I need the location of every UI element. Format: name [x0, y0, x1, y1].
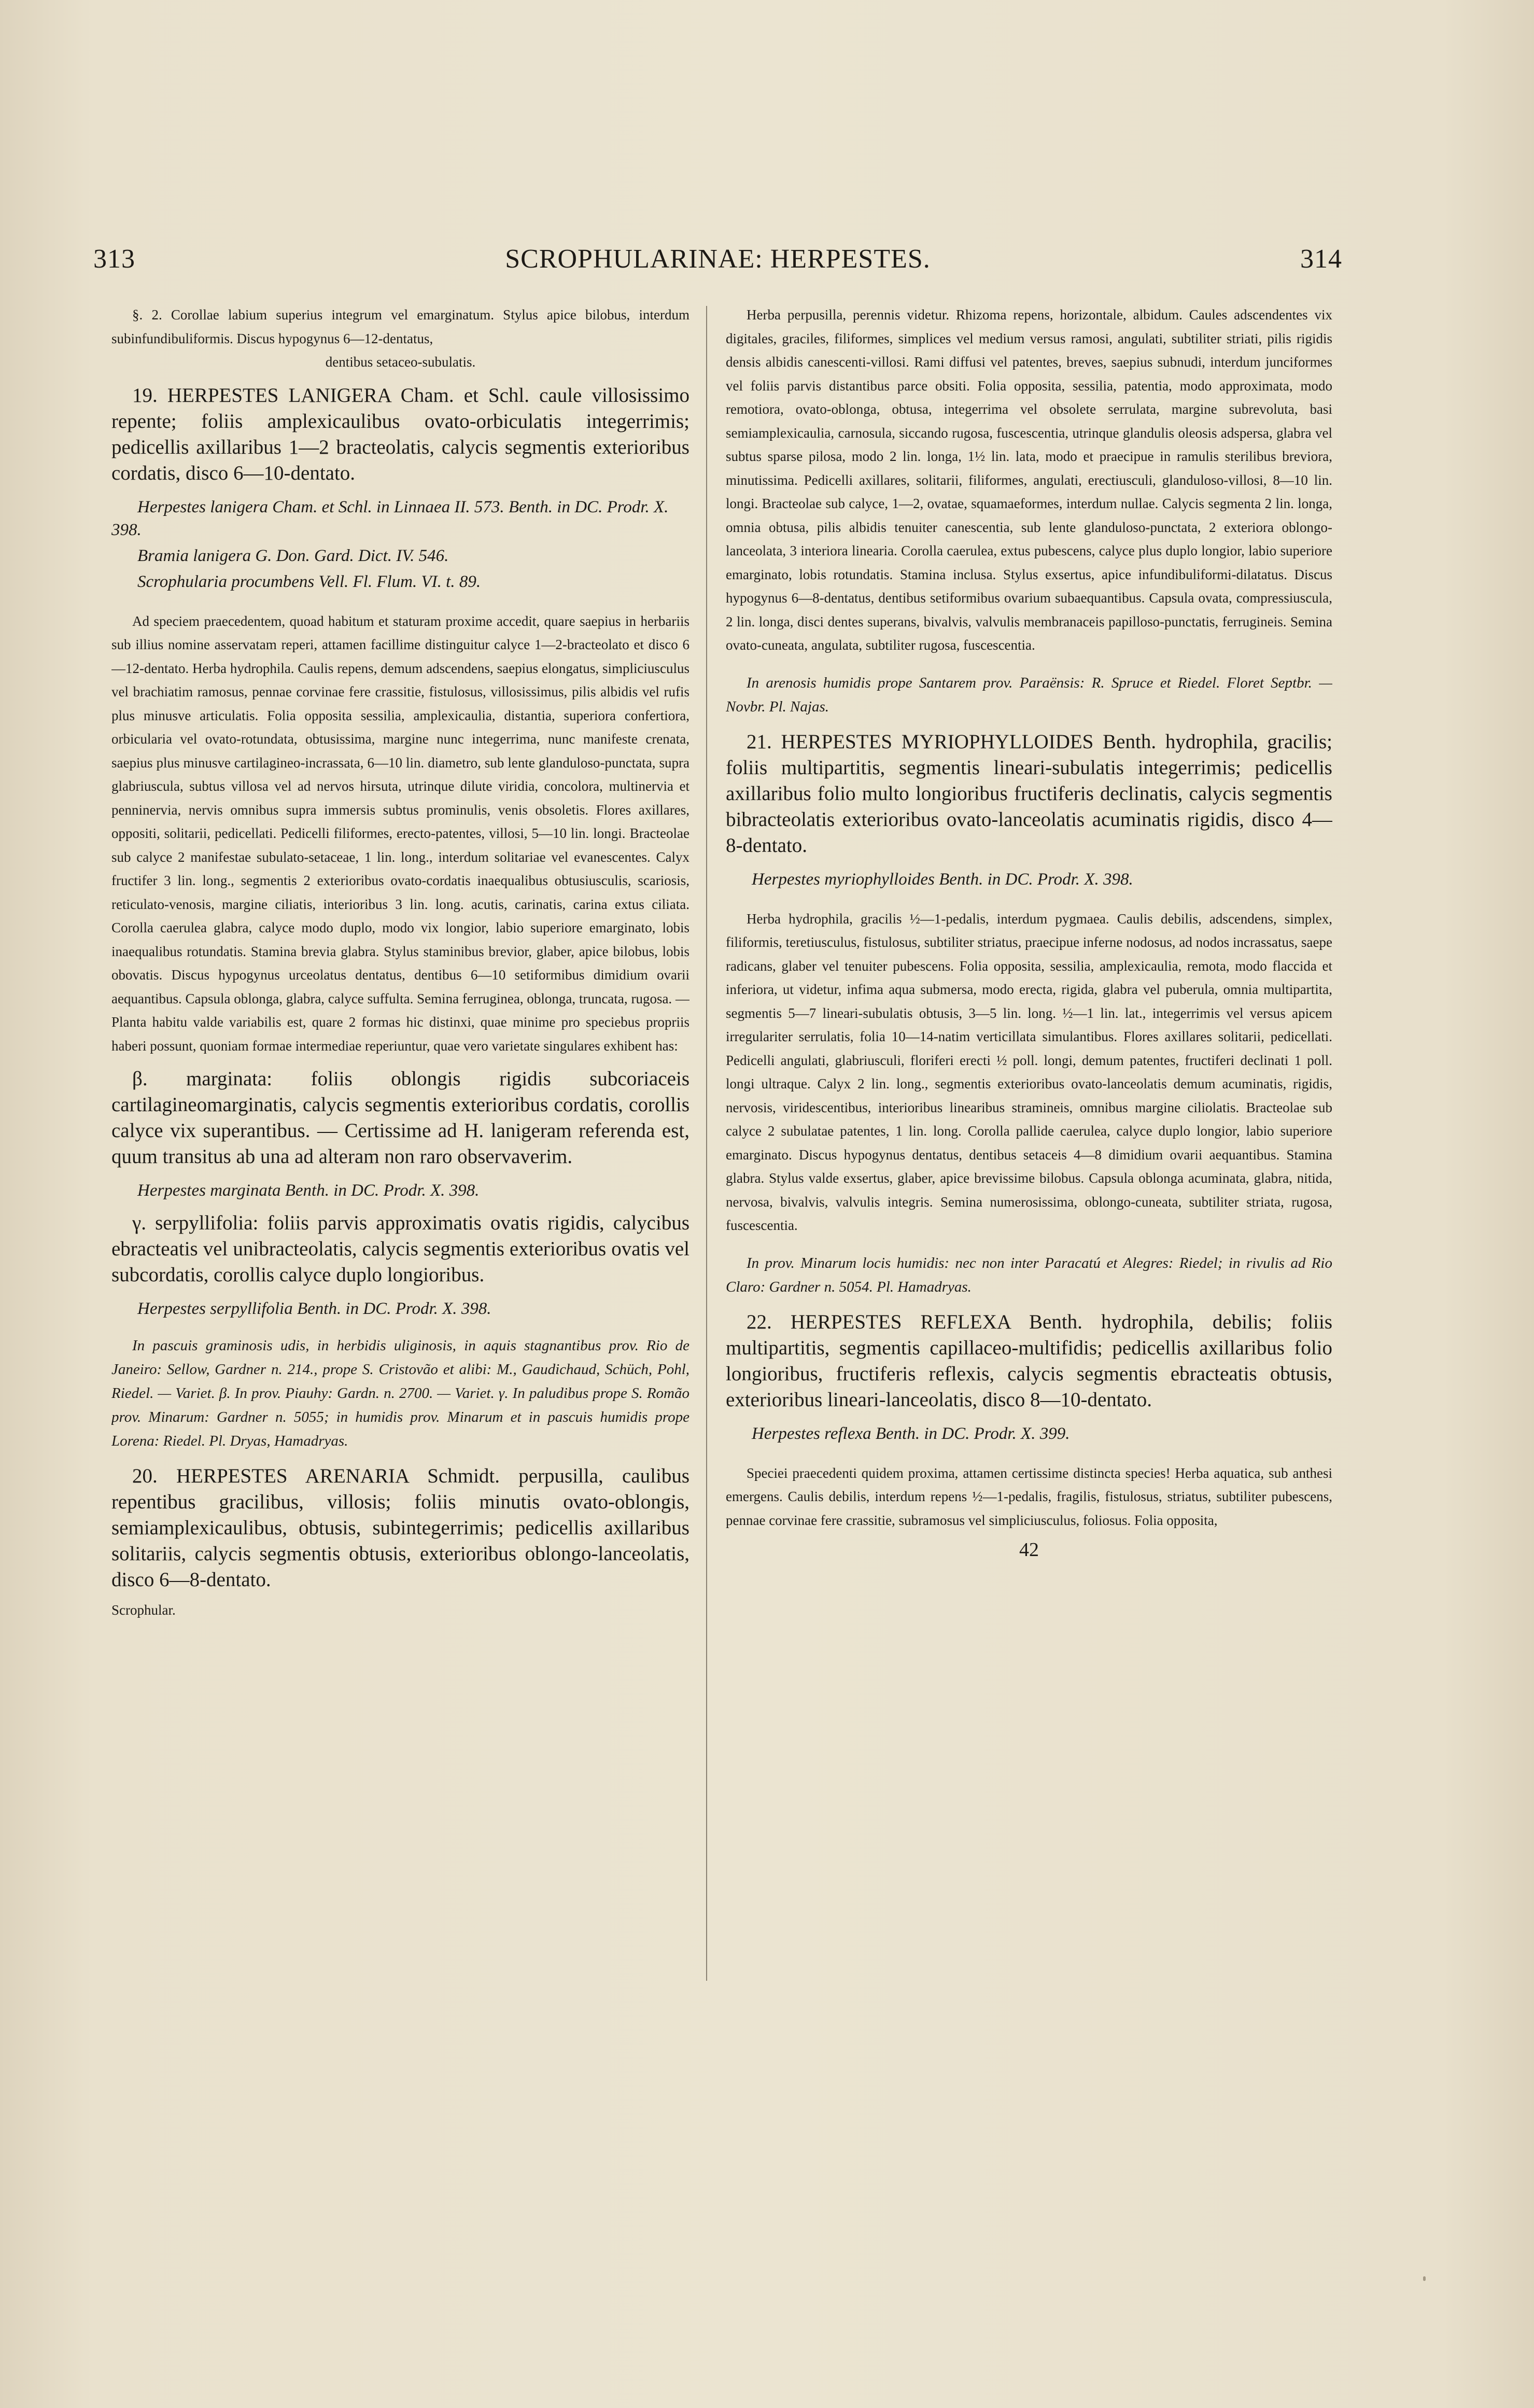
- species-20-description: Herba perpusilla, perennis videtur. Rhizoma repens, horizontale, albidum. Caules adscendentes vix digitales, graciles, filiformes, simplices vel medium versus ramosi, angulati, subtiliter striati, pilis rigidis densis albidis canescenti-villosi. Rami diffusi vel patentes, breves, saepius subnudi, interdum junciformes vel foliis parvis distantibus parce obsiti. Folia opposita, sessilia, patentia, modo approximata, modo remotiora, ovato-oblonga, obtusa, integerrima vel obsolete serrulata, margine subrevoluta, basi semiamplexicaulia, carnosula, siccando rugosa, fuscescentia, utrinque glandulis oleosis adspersa, glabra vel subtus sparse pilosa, modo 2 lin. longa, 1½ lin. lata, modo et praecipue in ramulis sterilibus breviora, minutissima. Pedicelli axillares, solitarii, filiformes, angulati, erectiusculi, glanduloso-villosi, 8—10 lin. longi. Bracteolae sub calyce, 1—2, ovatae, squamaeformes, interdum nullae. Calycis segmenta 2 lin. longa, omnia obtusa, pilis albidis tenuiter canescentia, sub lente glanduloso-punctata, 2 exteriora oblongo-lanceolata, 3 interiora linearia. Corolla caerulea, extus pubescens, calyce plus duplo longior, labio superiore emarginato, lobis rotundatis. Stamina inclusa. Stylus exsertus, apice infundibuliformi-dilatatus. Discus hypogynus 6—8-dentatus, dentibus setiformibus ovarium subaequantibus. Capsula ovata, compressiuscula, 2 lin. longa, disci dentes superans, bivalvis, valvulis membranaceis papilloso-punctatis, ferrugineis. Semina ovato-cuneata, angulata, subtiliter rugosa, fuscescentia.: [726, 307, 1332, 653]
- page-number-right: 314: [1300, 244, 1342, 274]
- species-19-synonym-bramia: Bramia lanigera G. Don. Gard. Dict. IV. 546.: [137, 546, 449, 565]
- species-21-diagnosis: 21. HERPESTES MYRIOPHYLLOIDES Benth. hydrophila, gracilis; foliis multipartitis, segmentis lineari-subulatis integerrimis; pedicellis axillaribus folio multo longioribus fructiferis declinatis, calycis segmentis bibracteolatis exterioribus ovato-lanceolatis acuminatis rigidis, disco 4—8-dentato.: [726, 730, 1332, 857]
- column-divider: [706, 306, 707, 1981]
- species-22-diagnosis: 22. HERPESTES REFLEXA Benth. hydrophila, debilis; foliis multipartitis, segmentis capillaceo-multifidis; pedicellis axillaribus folio longioribus, fructiferis reflexis, calycis segmentis ebracteatis obtusis, exterioribus lineari-lanceolatis, disco 8—10-dentato.: [726, 1310, 1332, 1411]
- species-21-reference: Herpestes myriophylloides Benth. in DC. Prodr. X. 398.: [752, 870, 1133, 889]
- species-19-diagnosis: 19. HERPESTES LANIGERA Cham. et Schl. caule villosissimo repente; foliis amplexicaulibus ovato-orbiculatis integerrimis; pedicellis axillaribus 1—2 bracteolatis, calycis segmentis exterioribus cordatis, disco 6—10-dentato.: [111, 384, 689, 484]
- species-19-localities: In pascuis graminosis udis, in herbidis uliginosis, in aquis stagnantibus prov. Rio de Janeiro: Sellow, Gardner n. 214., prope S. Cristovão et alibi: M., Gaudichaud, Schüch, Pohl, Riedel. — Variet. β. In prov. Piauhy: Gardn. n. 2700. — Variet. γ. In paludibus prope S. Romão prov. Minarum: Gardner n. 5055; in humidis prov. Minarum et in pascuis humidis prope Lorena: Riedel. Pl. Dryas, Hamadryas.: [111, 1337, 689, 1449]
- right-column: [726, 303, 1332, 2004]
- left-column: [111, 303, 689, 2004]
- species-20-localities: In arenosis humidis prope Santarem prov. Paraënsis: R. Spruce et Riedel. Floret Septbr. — Novbr. Pl. Najas.: [726, 674, 1332, 715]
- variety-beta-reference: Herpestes marginata Benth. in DC. Prodr. X. 398.: [137, 1181, 480, 1200]
- page-number-left: 313: [93, 244, 135, 274]
- variety-gamma-reference: Herpestes serpyllifolia Benth. in DC. Prodr. X. 398.: [137, 1299, 491, 1318]
- section-heading-text-end: dentibus setaceo-subulatis.: [325, 354, 476, 370]
- species-19-synonym-scrophularia: Scrophularia procumbens Vell. Fl. Flum. VI. t. 89.: [137, 572, 481, 591]
- species-19-reference: Herpestes lanigera Cham. et Schl. in Linnaea II. 573. Benth. in DC. Prodr. X. 398.: [111, 497, 669, 539]
- variety-beta-diagnosis: β. marginata: foliis oblongis rigidis subcoriaceis cartilagineomarginatis, calycis segmentis exterioribus cordatis, corollis calyce vix superantibus. — Certissime ad H. lanigeram referenda est, quum transitus ab una ad alteram non raro observaverim.: [111, 1068, 689, 1168]
- species-21-description: Herba hydrophila, gracilis ½—1-pedalis, interdum pygmaea. Caulis debilis, adscendens, simplex, filiformis, teretiusculus, fistulosus, subtiliter striatus, praecipue inferne nodosus, ad nodos incrassatus, saepe radicans, glaber vel tenuiter pubescens. Folia opposita, sessilia, amplexicaulia, remota, modo flaccida et inferiora, ut videtur, infima aqua submersa, modo erecta, rigida, glabra vel puberula, omnia multipartita, segmentis 5—7 lineari-subulatis obtusis, 3—5 lin. long. ½—1 lin. lat., integerrimis vel versus apicem irregulariter serrulatis, folia 10—14-natim verticillata simulantibus. Flores axillares solitarii, pedicellati. Pedicelli angulati, glabriusculi, floriferi erecti ½ poll. longi, demum patentes, fructiferi declinati 1 poll. longi ultraque. Calyx 2 lin. long., segmentis exterioribus ovato-lanceolatis demum acuminatis, rigidis, nervosis, viridescentibus, interioribus linearibus stramineis, omnibus margine ciliolatis. Bracteolae sub calyce 2 subulatae patentes, 1 lin. long. Corolla pallide caerulea, calyce duplo longior, labio superiore emarginato. Discus hypogynus dentatus, dentibus setaceis 4—8 dimidium ovarii aequantibus. Stamina glabra. Stylus valde exsertus, glaber, apice brevissime bilobus. Capsula oblonga acuminata, glabra, nitida, nervosa, bivalvis, valvulis integris. Semina numerosissima, oblongo-cuneata, subtiliter striata, rugosa, fuscescentia.: [726, 911, 1332, 1233]
- species-22-reference: Herpestes reflexa Benth. in DC. Prodr. X. 399.: [752, 1424, 1070, 1443]
- section-heading-text: §. 2. Corollae labium superius integrum vel emarginatum. Stylus apice bilobus, interdum subinfundibuliformis. Discus hypogynus 6—12-dentatus,: [111, 307, 689, 346]
- variety-gamma-diagnosis: γ. serpyllifolia: foliis parvis approximatis ovatis rigidis, calycibus ebracteatis vel unibracteolatis, calycis segmentis exterioribus ovatis vel subcordatis, corollis calyce duplo longioribus.: [111, 1212, 689, 1286]
- gathering-number: 42: [1019, 1539, 1039, 1561]
- species-22-description: Speciei praecedenti quidem proxima, attamen certissime distincta species! Herba aquatica, sub anthesi emergens. Caulis debilis, interdum repens ½—1-pedalis, fragilis, fistulosus, striatus, subtiliter pubescens, pennae corvinae fere crassitie, subramosus vel simpliciusculus, foliosus. Folia opposita,: [726, 1465, 1332, 1528]
- species-20-diagnosis: 20. HERPESTES ARENARIA Schmidt. perpusilla, caulibus repentibus gracilibus, villosis; foliis minutis ovato-oblongis, semiamplexicaulibus, obtusis, subintegerrimis; pedicellis axillaribus solitariis, calycis segmentis obtusis, exterioribus oblongo-lanceolatis, disco 6—8-dentato.: [111, 1465, 689, 1591]
- signature-mark: Scrophular.: [111, 1602, 176, 1618]
- running-title: SCROPHULARINAE: HERPESTES.: [505, 244, 931, 274]
- species-21-localities: In prov. Minarum locis humidis: nec non inter Paracatú et Alegres: Riedel; in rivulis ad Rio Claro: Gardner n. 5054. Pl. Hamadryas.: [726, 1254, 1332, 1295]
- running-header: [93, 244, 1342, 285]
- species-19-description: Ad speciem praecedentem, quoad habitum et staturam proxime accedit, quare saepius in herbariis sub illius nomine asservatam reperi, attamen facillime distinguitur calyce 1—2-bracteolato et disco 6—12-dentato. Herba hydrophila. Caulis repens, demum adscendens, saepius elongatus, simpliciusculus vel brachiatim ramosus, pennae corvinae fere crassitie, fistulosus, villosissimus, pilis albidis vel rufis plus minusve articulatis. Folia opposita sessilia, amplexicaulia, distantia, superiora confertiora, orbicularia vel ovato-rotundata, obtusissima, margine nunc integerrima, nunc manifeste crenata, saepius plus minusve cartilagineo-incrassata, 6—10 lin. diametro, sub lente glanduloso-punctata, supra glabriuscula, subtus villosa vel ad nervos hirsuta, utrinque dilute viridia, concolora, multinervia et penninervia, nervis omnibus supra immersis subtus prominulis, venis obsoletis. Flores axillares, oppositi, solitarii, pedicellati. Pedicelli filiformes, erecto-patentes, villosi, 5—10 lin. longi. Bracteolae sub calyce 2 manifestae subulato-setaceae, 1 lin. long., interdum solitariae vel evanescentes. Calyx fructifer 3 lin. long., segmentis 2 exterioribus ovato-cordatis inaequalibus obtusiusculis, scariosis, reticulato-venosis, margine ciliatis, interioribus 3 lin. long. acutis, carinatis, carina extus ciliata. Corolla caerulea glabra, calyce modo duplo, modo vix longior, labio superiore emarginato, lobis inaequalibus rotundatis. Stamina brevia glabra. Stylus staminibus brevior, glaber, apice bilobus, lobis obovatis. Discus hypogynus urceolatus dentatus, dentibus 6—10 setiformibus dimidium ovarii aequantibus. Capsula oblonga, glabra, calyce suffulta. Semina ferruginea, oblonga, truncata, rugosa. — Planta habitu valde variabilis est, quare 2 formas hic distinxi, quae minime pro speciebus propriis haberi possunt, quoniam formae intermediae reperiuntur, quae vero varietate singulares exhibent has:: [111, 613, 689, 1054]
- paper-speck: [1423, 2276, 1426, 2281]
